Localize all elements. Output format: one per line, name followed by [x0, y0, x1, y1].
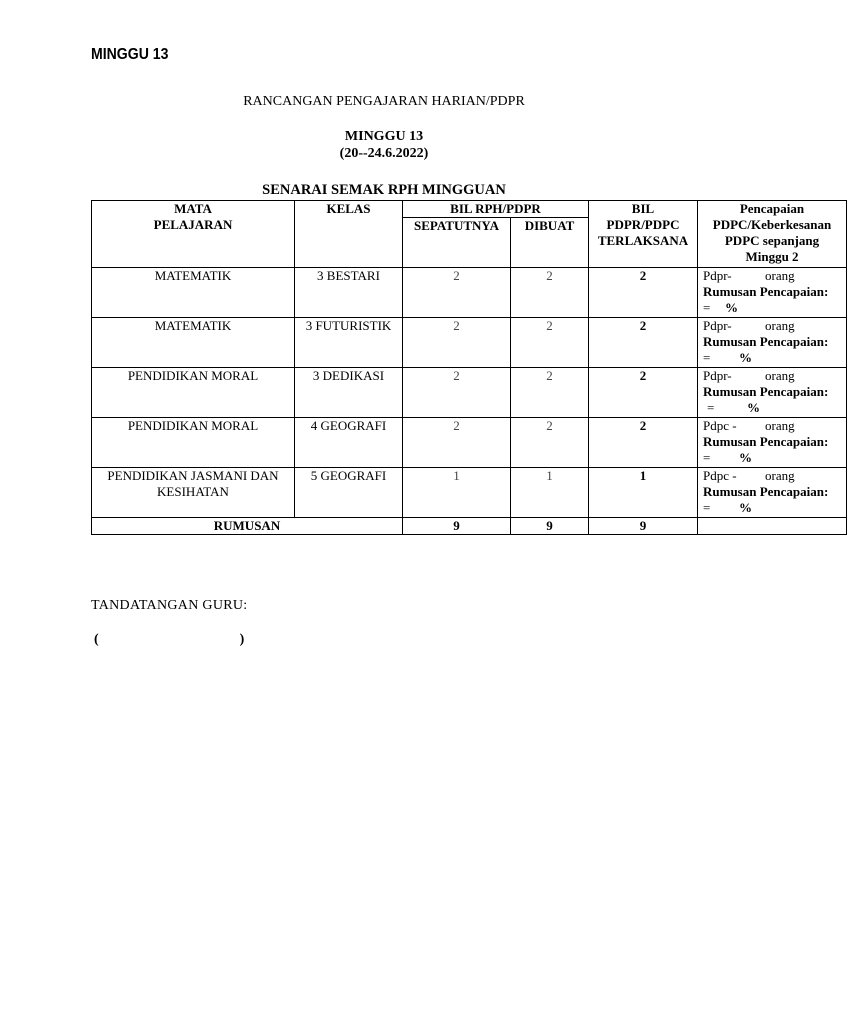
weekly-checklist-table	[91, 200, 847, 535]
row-subject: PENDIDIKAN MORAL	[92, 418, 295, 468]
summary-row	[92, 518, 847, 535]
row-pct: %	[747, 400, 760, 415]
row-pdpr-line	[703, 418, 844, 434]
summary-pencapaian	[698, 518, 847, 535]
row-dibuat: 2	[511, 418, 589, 468]
row-pdpr-line	[703, 268, 844, 284]
row-pd-orang: orang	[765, 318, 795, 333]
row-pd-orang: orang	[765, 368, 795, 383]
header-pencapaian-line1: Pencapaian	[739, 201, 805, 216]
row-rumusan: Rumusan Pencapaian:	[703, 334, 829, 349]
header-pencapaian-line3: PDPC sepanjang	[724, 233, 820, 248]
table-row	[92, 468, 847, 518]
row-class: 3 DEDIKASI	[295, 368, 403, 418]
row-pct: %	[725, 300, 738, 315]
checklist-title: SENARAI SEMAK RPH MINGGUAN	[262, 182, 506, 198]
header-subject-line2: PELAJARAN	[153, 217, 233, 232]
header-row-1	[92, 201, 847, 218]
row-result-line	[703, 350, 844, 366]
row-pencapaian	[698, 468, 847, 518]
row-subject: PENDIDIKAN MORAL	[92, 368, 295, 418]
row-pencapaian	[698, 418, 847, 468]
row-class: 3 BESTARI	[295, 268, 403, 318]
header-pencapaian	[698, 201, 847, 268]
row-result-line	[703, 300, 844, 316]
row-eq: =	[703, 450, 711, 465]
row-pd-label: Pdpr-	[703, 368, 732, 383]
row-pd-orang: orang	[765, 418, 795, 433]
row-pd-label: Pdpc -	[703, 468, 737, 483]
header-sepatutnya: SEPATUTNYA	[403, 218, 511, 268]
header-bil-terlaksana	[589, 201, 698, 268]
row-terlaksana: 2	[589, 368, 698, 418]
header-bil-line3: TERLAKSANA	[597, 233, 689, 248]
row-pdpr-line	[703, 368, 844, 384]
row-pd-label: Pdpr-	[703, 318, 732, 333]
row-pencapaian	[698, 318, 847, 368]
row-pencapaian	[698, 268, 847, 318]
row-pdpr-line	[703, 468, 844, 484]
header-class: KELAS	[295, 201, 403, 268]
header-bil-rph: BIL RPH/PDPR	[403, 201, 589, 218]
row-dibuat: 1	[511, 468, 589, 518]
row-terlaksana: 1	[589, 468, 698, 518]
row-rumusan: Rumusan Pencapaian:	[703, 484, 829, 499]
row-eq: =	[703, 350, 711, 365]
summary-sepatutnya: 9	[403, 518, 511, 535]
header-pencapaian-line4: Minggu 2	[745, 249, 799, 264]
row-dibuat: 2	[511, 368, 589, 418]
header-dibuat: DIBUAT	[511, 218, 589, 268]
row-sepatutnya: 2	[403, 268, 511, 318]
row-class: 3 FUTURISTIK	[295, 318, 403, 368]
row-terlaksana: 2	[589, 318, 698, 368]
table-row	[92, 318, 847, 368]
row-terlaksana: 2	[589, 418, 698, 468]
row-result-line	[703, 400, 844, 416]
document-title: RANCANGAN PENGAJARAN HARIAN/PDPR	[243, 94, 525, 109]
table-row	[92, 418, 847, 468]
signature-label: TANDATANGAN GURU:	[91, 598, 248, 613]
row-result-line	[703, 500, 844, 516]
row-pct: %	[739, 350, 752, 365]
row-terlaksana: 2	[589, 268, 698, 318]
row-class: 4 GEOGRAFI	[295, 418, 403, 468]
row-sepatutnya: 2	[403, 418, 511, 468]
row-result-line	[703, 450, 844, 466]
row-dibuat: 2	[511, 318, 589, 368]
header-subject	[92, 201, 295, 268]
row-pd-label: Pdpr-	[703, 268, 732, 283]
header-bil-line1: BIL	[631, 201, 655, 216]
row-pencapaian	[698, 368, 847, 418]
row-rumusan: Rumusan Pencapaian:	[703, 284, 829, 299]
signature-field	[94, 632, 244, 648]
week-heading: MINGGU 13	[344, 129, 424, 144]
table-body	[92, 268, 847, 518]
row-sepatutnya: 2	[403, 318, 511, 368]
row-sepatutnya: 1	[403, 468, 511, 518]
date-range: (20--24.6.2022)	[339, 146, 429, 161]
signature-close-paren: )	[239, 632, 245, 647]
table-row	[92, 368, 847, 418]
row-class: 5 GEOGRAFI	[295, 468, 403, 518]
header-bil-line2: PDPR/PDPC	[606, 217, 680, 232]
row-pd-label: Pdpc -	[703, 418, 737, 433]
signature-open-paren: (	[94, 632, 99, 647]
row-pd-orang: orang	[765, 268, 795, 283]
row-subject: PENDIDIKAN JASMANI DAN KESIHATAN	[92, 468, 295, 518]
row-dibuat: 2	[511, 268, 589, 318]
row-rumusan: Rumusan Pencapaian:	[703, 434, 829, 449]
row-eq: =	[703, 300, 711, 315]
header-subject-line1: MATA	[174, 201, 212, 216]
row-eq: =	[707, 400, 715, 415]
summary-label: RUMUSAN	[92, 518, 403, 535]
row-pct: %	[739, 450, 752, 465]
table-row	[92, 268, 847, 318]
summary-terlaksana: 9	[589, 518, 698, 535]
row-sepatutnya: 2	[403, 368, 511, 418]
row-rumusan: Rumusan Pencapaian:	[703, 384, 829, 399]
row-pd-orang: orang	[765, 468, 795, 483]
week-label: MINGGU 13	[91, 46, 169, 63]
header-pencapaian-line2: PDPC/Keberkesanan	[712, 217, 832, 232]
row-subject: MATEMATIK	[92, 318, 295, 368]
summary-dibuat: 9	[511, 518, 589, 535]
row-subject: MATEMATIK	[92, 268, 295, 318]
row-pdpr-line	[703, 318, 844, 334]
row-eq: =	[703, 500, 711, 515]
row-pct: %	[739, 500, 752, 515]
